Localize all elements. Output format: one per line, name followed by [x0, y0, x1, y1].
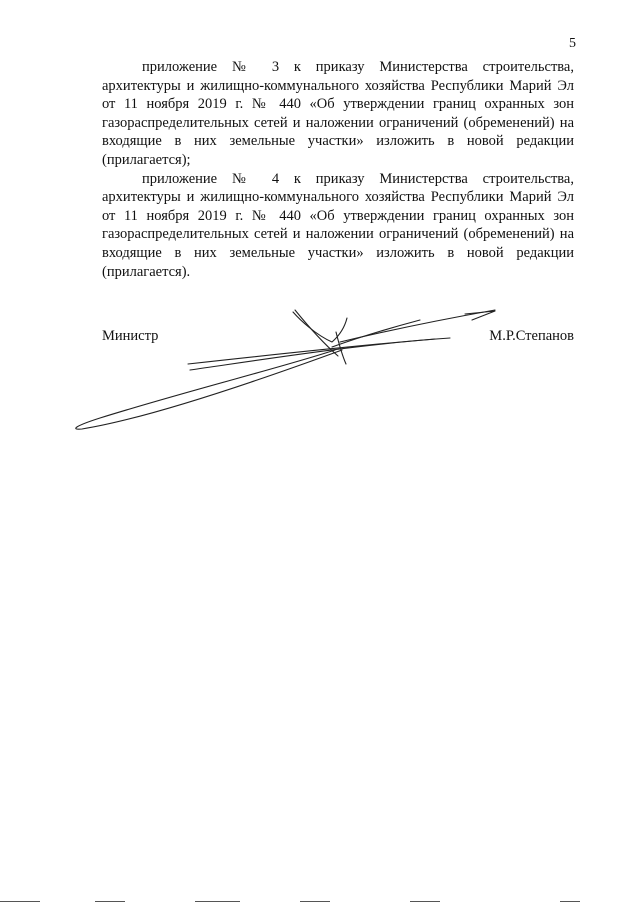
- handwritten-signature: [60, 290, 510, 440]
- page-number: 5: [569, 36, 576, 51]
- signature-block: [102, 328, 574, 348]
- scan-edge-line: [0, 900, 640, 903]
- paragraph-appendix-4: приложение № 4 к приказу Министерства строительства, архитектуры и жилищно-коммунального хозяйства Республики Марий Эл от 11 ноября 2019 г. № 440 «Об утверждении границ охранных зон газораспределительных сетей и наложении ограничений (обременений) на входящие в них земельные участки» изложить в новой редакции (прилагается).: [102, 170, 574, 280]
- document-body: [102, 58, 574, 281]
- signatory-name: М.Р.Степанов: [489, 328, 574, 344]
- signatory-title: Министр: [102, 328, 159, 344]
- paragraph-appendix-3: приложение № 3 к приказу Министерства строительства, архитектуры и жилищно-коммунального хозяйства Республики Марий Эл от 11 ноября 2019 г. № 440 «Об утверждении границ охранных зон газораспределительных сетей и наложении ограничений (обременений) на входящие в них земельные участки» изложить в новой редакции (прилагается);: [102, 59, 574, 168]
